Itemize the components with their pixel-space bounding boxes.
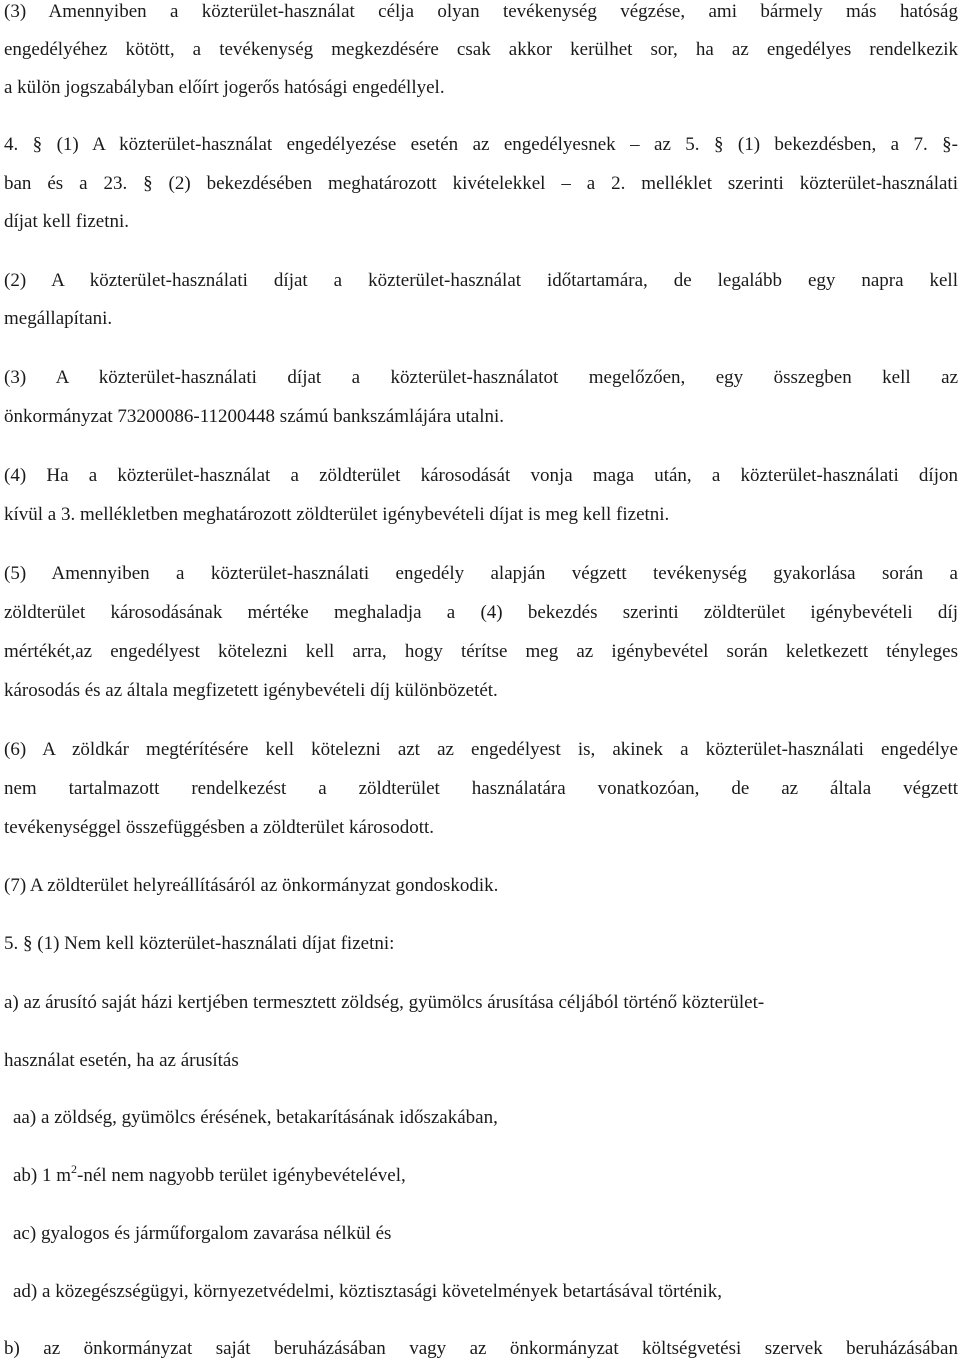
list-item: ad) a közegészségügyi, környezetvédelmi, köztisztasági követelmények betartásával történik, — [13, 1281, 723, 1302]
text-line: önkormányzat 73200086-11200448 számú bankszámlájára utalni. — [4, 406, 505, 427]
superscript: 2 — [71, 1162, 78, 1176]
text-line: (2) A közterület-használati díjat a közterület-használat időtartamára, de legalább egy napra kell — [4, 270, 958, 291]
text-line: zöldterület károsodásának mértéke meghaladja a (4) bekezdés szerinti zöldterület igénybevételi díj — [4, 602, 958, 623]
text-line: (5) Amennyiben a közterület-használati engedély alapján végzett tevékenység gyakorlása során a — [4, 563, 958, 584]
text-line: díjat kell fizetni. — [4, 211, 130, 232]
text-line: (3) Amennyiben a közterület-használat célja olyan tevékenység végzése, ami bármely más hatóság — [4, 1, 958, 22]
text-line: engedélyéhez kötött, a tevékenység megkezdésére csak akkor kerülhet sor, ha az engedélyes rendelkezik — [4, 39, 958, 60]
list-item — [13, 1164, 406, 1188]
list-item: aa) a zöldség, gyümölcs érésének, betakarításának időszakában, — [13, 1107, 498, 1128]
text-line: nem tartalmazott rendelkezést a zöldterület használatára vonatkozóan, de az általa végzett — [4, 778, 958, 799]
text-line: károsodás és az általa megfizetett igénybevételi díj különbözetét. — [4, 680, 498, 701]
text-line: b) az önkormányzat saját beruházásában vagy az önkormányzat költségvetési szervek beruházásában — [4, 1338, 958, 1359]
text-line: (3) A közterület-használati díjat a közterület-használatot megelőzően, egy összegben kell az — [4, 367, 958, 388]
text-line: ban és a 23. § (2) bekezdésében meghatározott kivételekkel – a 2. melléklet szerinti közterület-használati — [4, 173, 958, 194]
text-line: (6) A zöldkár megtérítésére kell kötelezni azt az engedélyest is, akinek a közterület-használati engedélye — [4, 739, 958, 760]
text-line: használat esetén, ha az árusítás — [4, 1050, 239, 1071]
text-line: mértékét,az engedélyest kötelezni kell arra, hogy térítse meg az igénybevétel során keletkezett tényleges — [4, 641, 958, 662]
list-item-text: ab) 1 m — [13, 1165, 72, 1186]
text-line: (4) Ha a közterület-használat a zöldterület károsodását vonja maga után, a közterület-használati díjon — [4, 465, 958, 486]
text-line: a) az árusító saját házi kertjében termesztett zöldség, gyümölcs árusítása céljából történő közterület- — [4, 992, 765, 1013]
text-line: megállapítani. — [4, 308, 113, 329]
text-line: tevékenységgel összefüggésben a zöldterület károsodott. — [4, 817, 434, 838]
text-line: 4. § (1) A közterület-használat engedélyezése esetén az engedélyesnek – az 5. § (1) bekezdésben, a 7. §- — [4, 134, 958, 155]
text-line: (7) A zöldterület helyreállításáról az önkormányzat gondoskodik. — [4, 875, 499, 896]
text-line: a külön jogszabályban előírt jogerős hatósági engedéllyel. — [4, 77, 445, 98]
list-item-text: -nél nem nagyobb terület igénybevételével, — [77, 1165, 406, 1186]
text-line: 5. § (1) Nem kell közterület-használati díjat fizetni: — [4, 933, 395, 954]
text-line: kívül a 3. mellékletben meghatározott zöldterület igénybevételi díjat is meg kell fizetni. — [4, 504, 670, 525]
list-item: ac) gyalogos és járműforgalom zavarása nélkül és — [13, 1223, 392, 1244]
